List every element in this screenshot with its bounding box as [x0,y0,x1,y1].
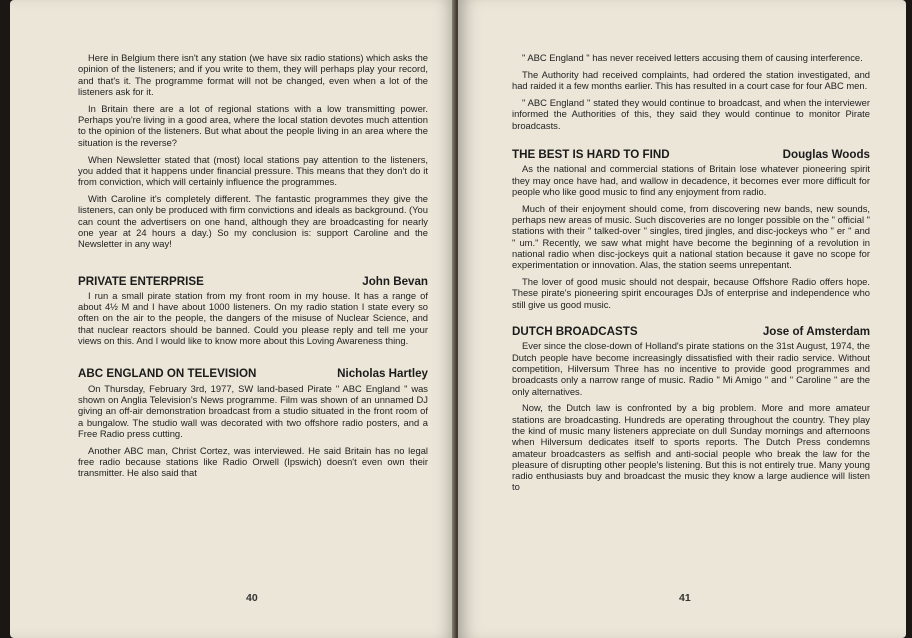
section-heading [78,276,428,287]
section-heading [512,326,870,337]
section-author: Douglas Woods [782,147,870,161]
left-page [10,0,456,638]
paragraph: When Newsletter stated that (most) local stations pay attention to the listeners, you added that it happens under financial pressure. This means that they don't do it from conviction, which will certainly influence the programmes. [78,153,428,188]
paragraph: " ABC England " stated they would continue to broadcast, and when the interviewer informed the Authorities of this, they said they would continue to monitor Pirate broadcasts. [512,97,870,131]
paragraph: With Caroline it's completely different. The fantastic programmes they give the listeners, can only be produced with firm convictions and ideals as background. (You can count the advertisers on one hand, although they are broadcasting for nearly one year at 24 hours a day.) So my conclusion is: support Caroline and the Newsletter in any way! [78,193,428,250]
right-text-column [512,52,870,498]
section-author: Nicholas Hartley [337,367,428,381]
paragraph: As the national and commercial stations of Britain lose whatever pioneering spirit they may once have had, and wallow in decadence, it becomes ever more difficult for people who like good music to find any enjoyment from radio. [512,163,870,197]
paragraph: Ever since the close-down of Holland's pirate stations on the 31st August, 1974, the Dutch people have become increasingly dissatisfied with their radio service. Without competition, Hilversum Three has no incentive to provide good programmes and broadcasts only a narrow range of music. Radio " Mi Amigo " and " Caroline " are the only alternatives. [512,340,870,397]
paragraph: The Authority had received complaints, had ordered the station investigated, and had raided it a few months earlier. This has resulted in a court case for four ABC men. [512,68,870,92]
paragraph: On Thursday, February 3rd, 1977, SW land-based Pirate " ABC England " was shown on Anglia Television's News programme. Film was shown of an unnamed DJ giving an off-air demonstration broadcast from a studio situated in the front room of a bungalow. The studio wall was decorated with two offshore radio posters, and a Free Radio press cutting. [78,382,428,439]
paragraph: Here in Belgium there isn't any station (we have six radio stations) which asks the opinion of the listeners; and if you write to them, they will perhaps play your record, and that's it. The programme format will not be changed, even when a lot of the listeners ask for it. [78,52,428,97]
section-author: John Bevan [362,274,428,288]
paragraph: " ABC England " has never received letters accusing them of causing interference. [522,52,863,63]
section-author: Jose of Amsterdam [762,325,870,339]
page-number: 40 [246,592,258,604]
section-heading [512,149,870,160]
section-title: PRIVATE ENTERPRISE [78,274,204,288]
paragraph: The lover of good music should not despair, because Offshore Radio offers hope. These pirate's pioneering spirit encourages DJs of enterprise and independence who still give us good music. [512,276,870,310]
page-number: 41 [679,592,691,604]
paragraph: In Britain there are a lot of regional stations with a low transmitting power. Perhaps you're living in a good area, where the local station devotes much attention to the opinion of the listeners. But what about the people living in an area where the situation is the reverse? [78,102,428,148]
paragraph: Now, the Dutch law is confronted by a big problem. More and more amateur stations are broadcasting. Hundreds are operating throughout the country. They play the kind of music many listeners appreciate on dull Sunday mornings and afternoons when Hilversum dedicates itself to sports reports. The Dutch Press condemns amateur broadcasters as selfish and anti-social people who break the law for the pleasure of disrupting other people's listening. But this is not entirely true. Many young radio enthusiasts buy and broadcast the music they know a large audience will listen to [512,402,870,493]
section-title: DUTCH BROADCASTS [512,325,638,339]
paragraph: Much of their enjoyment should come, from discovering new bands, new sounds, perhaps new areas of music. Such discoveries are no longer possible on the " official " stations with their " talked-over " singles, tired jingles, and disc-jockeys who " er " and " um." Recently, we saw what might have become the beginning of a revolution in national radio when disc-jockeys quit a national station because it gave no scope for experimentation or innovation. Alas, the station seems unrepentant. [512,202,870,271]
section-title: THE BEST IS HARD TO FIND [512,147,670,161]
paragraph: I run a small pirate station from my front room in my house. It has a range of about 4½ M and I have about 1000 listeners. On my radio station I state every so often on the air to the people, the dangers of the misuse of Nuclear Science, and that nuclear reactors should be banned. Could you please reply and tell me your views on this. And I would like to know more about this Loving Awareness thing. [78,289,428,347]
section-heading [78,368,428,379]
paragraph: Another ABC man, Christ Cortez, was interviewed. He said Britain has no legal free radio because stations like Radio Orwell (Ipswich) doesn't even own their transmitter. He also said that [78,444,428,479]
section-title: ABC ENGLAND ON TELEVISION [78,367,257,381]
right-page [458,0,906,638]
left-text-column [78,52,428,484]
